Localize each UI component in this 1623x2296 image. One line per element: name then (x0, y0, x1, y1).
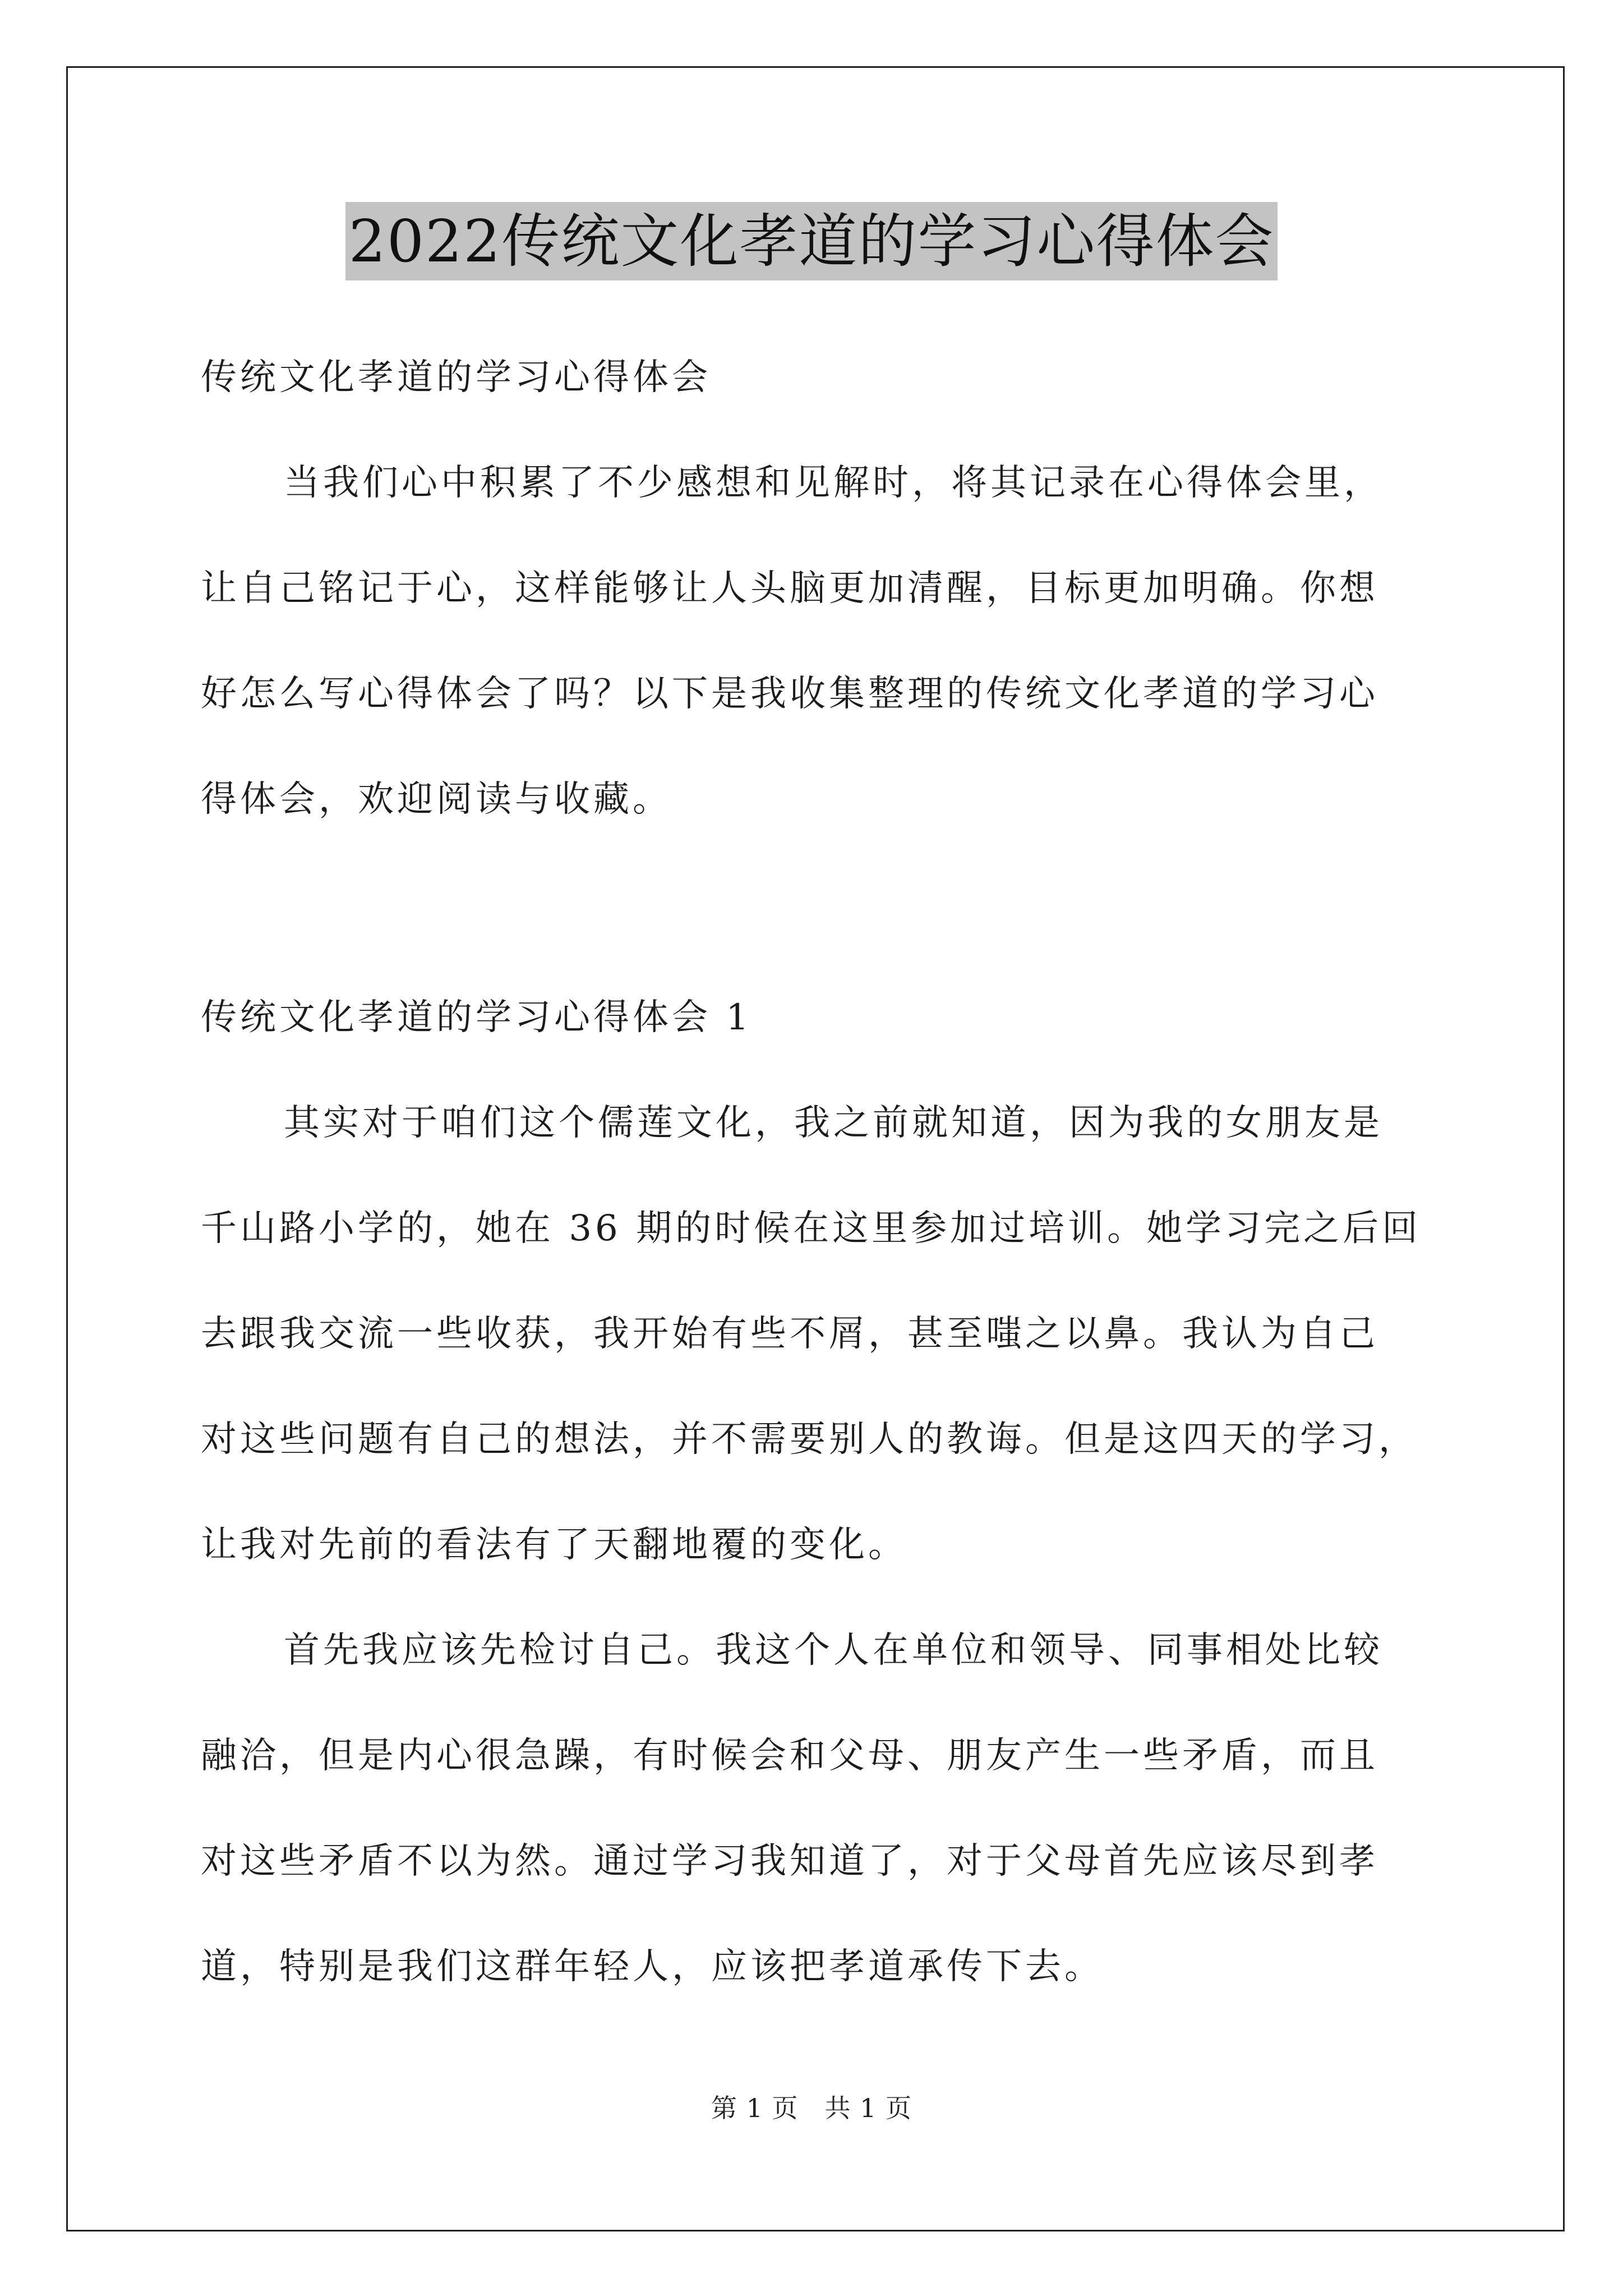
intro-heading: 传统文化孝道的学习心得体会 (201, 357, 711, 398)
section-1-paragraph-line: 其实对于咱们这个儒莲文化，我之前就知道，因为我的女朋友是 (284, 1102, 1383, 1144)
section-1-paragraph-line: 千山路小学的，她在 36 期的时候在这里参加过培训。她学习完之后回 (201, 1208, 1422, 1249)
section-1-paragraph-line: 去跟我交流一些收获，我开始有些不屑，甚至嗤之以鼻。我认为自己 (201, 1313, 1378, 1355)
intro-paragraph-line: 让自己铭记于心，这样能够让人头脑更加清醒，目标更加明确。你想 (201, 568, 1378, 609)
section-1-paragraph-line: 对这些问题有自己的想法，并不需要别人的教诲。但是这四天的学习， (201, 1419, 1418, 1460)
section-1-paragraph-line: 道，特别是我们这群年轻人，应该把孝道承传下去。 (201, 1946, 1104, 1987)
title-container (0, 202, 1623, 280)
intro-paragraph-line: 当我们心中积累了不少感想和见解时，将其记录在心得体会里， (284, 462, 1383, 504)
section-1-paragraph-line: 对这些矛盾不以为然。通过学习我知道了，对于父母首先应该尽到孝 (201, 1841, 1378, 1882)
document-title: 2022传统文化孝道的学习心得体会 (345, 202, 1278, 280)
section-1-heading: 传统文化孝道的学习心得体会 1 (201, 997, 753, 1038)
intro-paragraph-line: 好怎么写心得体会了吗？以下是我收集整理的传统文化孝道的学习心 (201, 673, 1378, 715)
section-1-paragraph-line: 融洽，但是内心很急躁，有时候会和父母、朋友产生一些矛盾，而且 (201, 1735, 1378, 1777)
intro-paragraph-line: 得体会，欢迎阅读与收藏。 (201, 779, 672, 820)
section-1 (201, 991, 1435, 2045)
section-1-paragraph-line: 首先我应该先检讨自己。我这个人在单位和领导、同事相处比较 (284, 1630, 1383, 1671)
section-1-paragraph-line: 让我对先前的看法有了天翻地覆的变化。 (201, 1524, 907, 1566)
page-footer: 第 1 页 共 1 页 (711, 2093, 912, 2123)
intro-section (201, 351, 1435, 878)
